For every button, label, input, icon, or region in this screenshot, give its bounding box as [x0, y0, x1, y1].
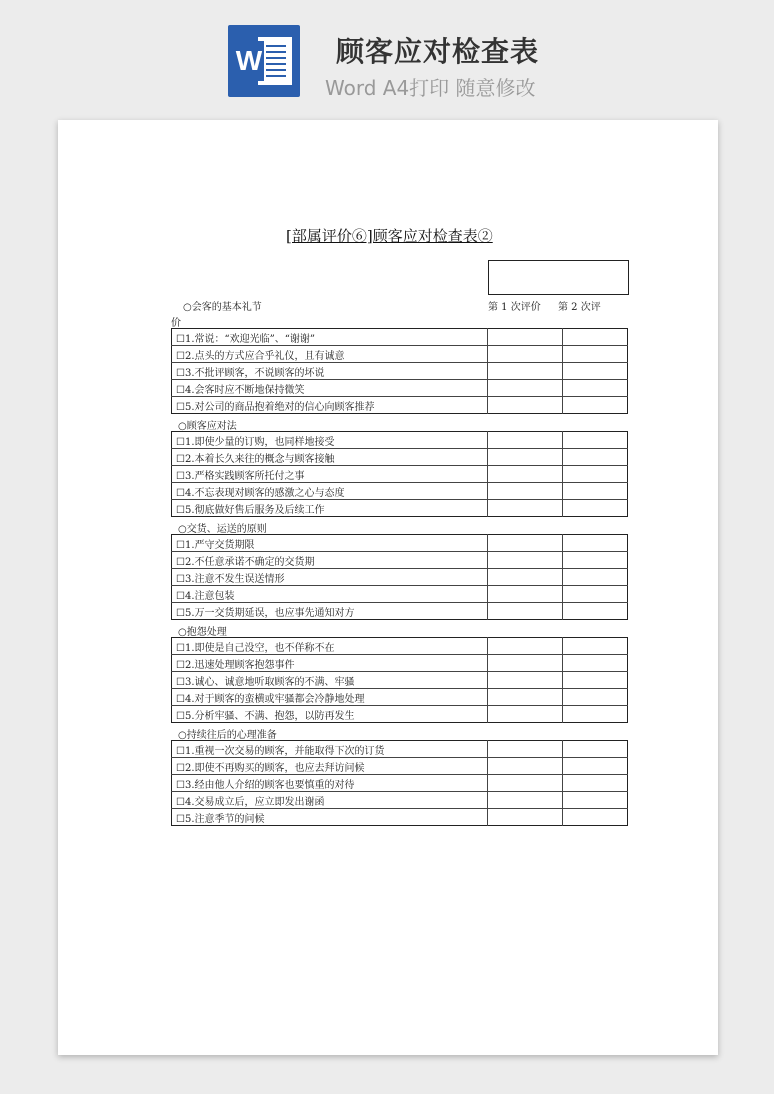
item-label: ☐4.交易成立后，应立即发出谢函	[172, 792, 488, 809]
eval-1-cell[interactable]	[487, 741, 562, 758]
intro-line-1: ○会客的基本礼节	[183, 302, 262, 313]
table-row	[172, 758, 628, 775]
eval-1-cell[interactable]	[487, 363, 562, 380]
eval-2-cell[interactable]	[562, 706, 627, 723]
checklist-table-5	[171, 740, 628, 826]
item-label: ☐5.万一交货期延误，也应事先通知对方	[172, 603, 488, 620]
eval-col-1-header: 第 1 次评价	[488, 302, 541, 313]
table-row	[172, 552, 628, 569]
table-row	[172, 655, 628, 672]
eval-2-cell[interactable]	[562, 586, 627, 603]
eval-col-2-header: 第 2 次评	[558, 302, 601, 313]
eval-2-cell[interactable]	[562, 449, 627, 466]
item-label: ☐2.迅速处理顾客抱怨事件	[172, 655, 488, 672]
item-label: ☐5.对公司的商品抱着绝对的信心向顾客推荐	[172, 397, 488, 414]
eval-2-cell[interactable]	[562, 792, 627, 809]
item-label: ☐5.分析牢骚、不满、抱怨，以防再发生	[172, 706, 488, 723]
eval-1-cell[interactable]	[487, 449, 562, 466]
eval-1-cell[interactable]	[487, 809, 562, 826]
eval-1-cell[interactable]	[487, 483, 562, 500]
item-label: ☐1.即使少量的订购，也同样地接受	[176, 436, 335, 448]
section-title: ○持续往后的心理准备	[178, 730, 277, 741]
table-row	[172, 809, 628, 826]
table-row	[172, 638, 628, 655]
eval-2-cell[interactable]	[562, 466, 627, 483]
eval-2-cell[interactable]	[562, 775, 627, 792]
table-row	[172, 775, 628, 792]
item-label: ☐2.点头的方式应合乎礼仪，且有诚意	[172, 346, 488, 363]
eval-2-cell[interactable]	[562, 363, 627, 380]
table-row	[172, 380, 628, 397]
eval-1-cell[interactable]	[487, 432, 562, 449]
item-label: ☐2.不任意承诺不确定的交货期	[172, 552, 488, 569]
eval-2-cell[interactable]	[562, 397, 627, 414]
item-label: ☐4.会客时应不断地保持微笑	[172, 380, 488, 397]
table-row	[172, 466, 628, 483]
checklist-table-3	[171, 534, 628, 620]
word-w-glyph: W	[234, 41, 264, 81]
item-label: ☐4.不忘表现对顾客的感激之心与态度	[172, 483, 488, 500]
section-title: ○抱怨处理	[178, 627, 227, 638]
page-subtitle: Word A4打印 随意修改	[325, 76, 536, 100]
table-row	[172, 483, 628, 500]
eval-1-cell[interactable]	[487, 329, 562, 346]
eval-1-cell[interactable]	[487, 466, 562, 483]
table-row	[172, 741, 628, 758]
page-title: 顾客应对检查表	[336, 35, 540, 68]
eval-2-cell[interactable]	[562, 483, 627, 500]
item-label: ☐4.注意包装	[172, 586, 488, 603]
table-row	[172, 792, 628, 809]
eval-1-cell[interactable]	[487, 552, 562, 569]
checklist-table-1	[171, 328, 628, 414]
eval-2-cell[interactable]	[562, 741, 627, 758]
table-row	[172, 500, 628, 517]
score-box[interactable]	[488, 260, 629, 295]
eval-1-cell[interactable]	[487, 380, 562, 397]
table-row	[172, 363, 628, 380]
eval-1-cell[interactable]	[487, 535, 562, 552]
eval-2-cell[interactable]	[562, 346, 627, 363]
table-row	[172, 586, 628, 603]
eval-2-cell[interactable]	[562, 552, 627, 569]
table-row	[172, 535, 628, 552]
eval-2-cell[interactable]	[562, 603, 627, 620]
table-row	[172, 689, 628, 706]
section-title: ○顾客应对法	[178, 421, 237, 432]
item-label: ☐1.常说：“欢迎光临”、“谢谢”	[176, 333, 315, 345]
header	[0, 0, 774, 110]
document-page	[58, 120, 718, 1055]
table-row	[172, 603, 628, 620]
eval-2-cell[interactable]	[562, 655, 627, 672]
table-row	[172, 672, 628, 689]
eval-1-cell[interactable]	[487, 500, 562, 517]
item-label: ☐2.即使不再购买的顾客，也应去拜访问候	[172, 758, 488, 775]
item-label: ☐2.本着长久来往的概念与顾客接触	[172, 449, 488, 466]
table-row	[172, 569, 628, 586]
intro-line-2: 价	[171, 318, 181, 329]
eval-2-cell[interactable]	[562, 500, 627, 517]
eval-2-cell[interactable]	[562, 689, 627, 706]
eval-1-cell[interactable]	[487, 655, 562, 672]
eval-2-cell[interactable]	[562, 432, 627, 449]
checklist-table-2	[171, 431, 628, 517]
item-label: ☐1.重视一次交易的顾客，并能取得下次的订货	[176, 745, 385, 757]
eval-1-cell[interactable]	[487, 586, 562, 603]
eval-1-cell[interactable]	[487, 569, 562, 586]
table-row	[172, 449, 628, 466]
item-label: ☐3.严格实践顾客所托付之事	[172, 466, 488, 483]
eval-1-cell[interactable]	[487, 758, 562, 775]
table-row	[172, 706, 628, 723]
eval-2-cell[interactable]	[562, 758, 627, 775]
eval-2-cell[interactable]	[562, 569, 627, 586]
eval-2-cell[interactable]	[562, 535, 627, 552]
table-row	[172, 346, 628, 363]
item-label: ☐3.注意不发生误送情形	[172, 569, 488, 586]
item-label: ☐3.不批评顾客，不说顾客的坏说	[172, 363, 488, 380]
table-row	[172, 397, 628, 414]
item-label: ☐5.注意季节的问候	[172, 809, 488, 826]
eval-2-cell[interactable]	[562, 638, 627, 655]
eval-1-cell[interactable]	[487, 397, 562, 414]
word-icon	[228, 25, 300, 97]
eval-1-cell[interactable]	[487, 346, 562, 363]
eval-1-cell[interactable]	[487, 792, 562, 809]
eval-1-cell[interactable]	[487, 638, 562, 655]
eval-2-cell[interactable]	[562, 329, 627, 346]
document-title: [部属评价⑥]顾客应对检查表②	[286, 227, 493, 245]
eval-1-cell[interactable]	[487, 672, 562, 689]
eval-1-cell[interactable]	[487, 689, 562, 706]
eval-2-cell[interactable]	[562, 672, 627, 689]
eval-1-cell[interactable]	[487, 775, 562, 792]
table-row	[172, 432, 628, 449]
item-label: ☐5.彻底做好售后服务及后续工作	[172, 500, 488, 517]
table-row	[172, 329, 628, 346]
eval-1-cell[interactable]	[487, 706, 562, 723]
item-label: ☐1.严守交货期限	[176, 539, 255, 551]
item-label: ☐1.即使是自己没空，也不佯称不在	[176, 642, 335, 654]
eval-2-cell[interactable]	[562, 380, 627, 397]
item-label: ☐4.对于顾客的蛮横或牢骚都会冷静地处理	[172, 689, 488, 706]
checklist-table-4	[171, 637, 628, 723]
item-label: ☐3.诚心、诚意地听取顾客的不满、牢骚	[172, 672, 488, 689]
eval-2-cell[interactable]	[562, 809, 627, 826]
section-title: ○交货、运送的原则	[178, 524, 267, 535]
eval-1-cell[interactable]	[487, 603, 562, 620]
item-label: ☐3.经由他人介绍的顾客也要慎重的对待	[172, 775, 488, 792]
